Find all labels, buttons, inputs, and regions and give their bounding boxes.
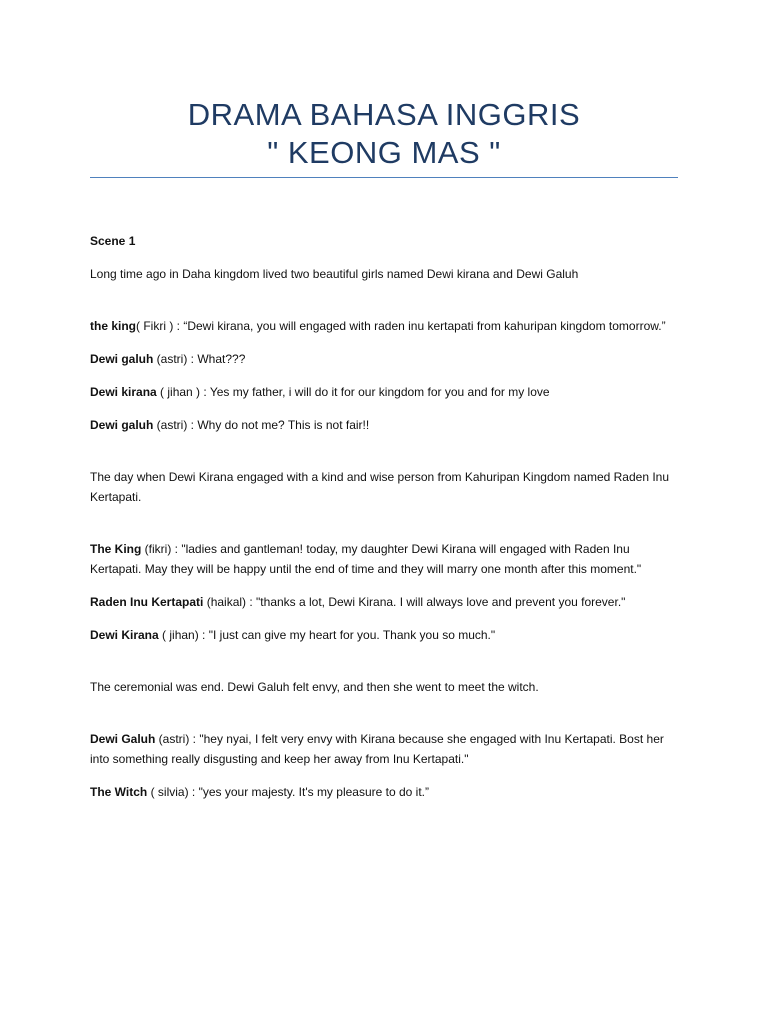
speaker-name: the king [90, 319, 137, 333]
dialogue-text: "I just can give my heart for you. Thank you so much." [208, 628, 496, 642]
dialogue-paragraph [90, 415, 682, 435]
speaker-name: Dewi galuh [90, 352, 154, 366]
speaker-name: Dewi Galuh [90, 732, 156, 746]
actor-name: (astri) : [153, 352, 198, 366]
dialogue-paragraph [90, 729, 682, 769]
dialogue-paragraph [90, 382, 682, 402]
dialogue-text: "thanks a lot, Dewi Kirana. I will always love and prevent you forever." [256, 595, 626, 609]
scene-heading: Scene 1 [90, 234, 136, 248]
dialogue-text: What??? [197, 352, 246, 366]
dialogue-text: Why do not me? This is not fair!! [197, 418, 370, 432]
speaker-name: Dewi kirana [90, 385, 157, 399]
narration-text: The day when Dewi Kirana engaged with a kind and wise person from Kahuripan Kingdom named Raden Inu Kertapati. [90, 470, 670, 504]
dialogue-paragraph [90, 592, 682, 612]
dialogue-paragraph [90, 539, 682, 579]
speaker-name: Raden Inu Kertapati [90, 595, 204, 609]
actor-name: (astri) : [155, 732, 200, 746]
actor-name: (fikri) : [141, 542, 182, 556]
speaker-name: The King [90, 542, 142, 556]
actor-name: ( jihan) : [158, 628, 209, 642]
document-title [90, 96, 678, 172]
dialogue-text: “Dewi kirana, you will engaged with raden inu kertapati from kahuripan kingdom tomorrow.” [183, 319, 666, 333]
document-body [90, 231, 682, 815]
narration-text: The ceremonial was end. Dewi Galuh felt envy, and then she went to meet the witch. [90, 680, 539, 694]
dialogue-paragraph [90, 625, 682, 645]
actor-name: (haikal) : [203, 595, 257, 609]
dialogue-text: "yes your majesty. It's my pleasure to do it.” [198, 785, 429, 799]
dialogue-text: "hey nyai, I felt very envy with Kirana because she engaged with Inu Kertapati. Bost her into something really disgusting and keep her away from Inu Kertapati." [90, 732, 664, 766]
narration-paragraph [90, 677, 682, 697]
actor-name: ( Fikri ) : [136, 319, 184, 333]
title-line-2: " KEONG MAS " [267, 135, 501, 170]
actor-name: ( jihan ) : [156, 385, 210, 399]
dialogue-paragraph [90, 782, 682, 802]
narration-paragraph [90, 467, 682, 507]
dialogue-text: Yes my father, i will do it for our kingdom for you and for my love [209, 385, 550, 399]
title-line-1: DRAMA BAHASA INGGRIS [187, 97, 581, 132]
speaker-name: Dewi Kirana [90, 628, 159, 642]
actor-name: (astri) : [153, 418, 198, 432]
narration-paragraph [90, 264, 682, 284]
dialogue-paragraph [90, 316, 682, 336]
speaker-name: Dewi galuh [90, 418, 154, 432]
dialogue-text: "ladies and gantleman! today, my daughter Dewi Kirana will engaged with Raden Inu Kertapati. May they will be happy until the end of time and they will marry one month after this moment." [90, 542, 642, 576]
title-divider [90, 177, 678, 178]
dialogue-paragraph [90, 349, 682, 369]
actor-name: ( silvia) : [147, 785, 199, 799]
speaker-name: The Witch [90, 785, 148, 799]
narration-text: Long time ago in Daha kingdom lived two beautiful girls named Dewi kirana and Dewi Galuh [90, 267, 579, 281]
